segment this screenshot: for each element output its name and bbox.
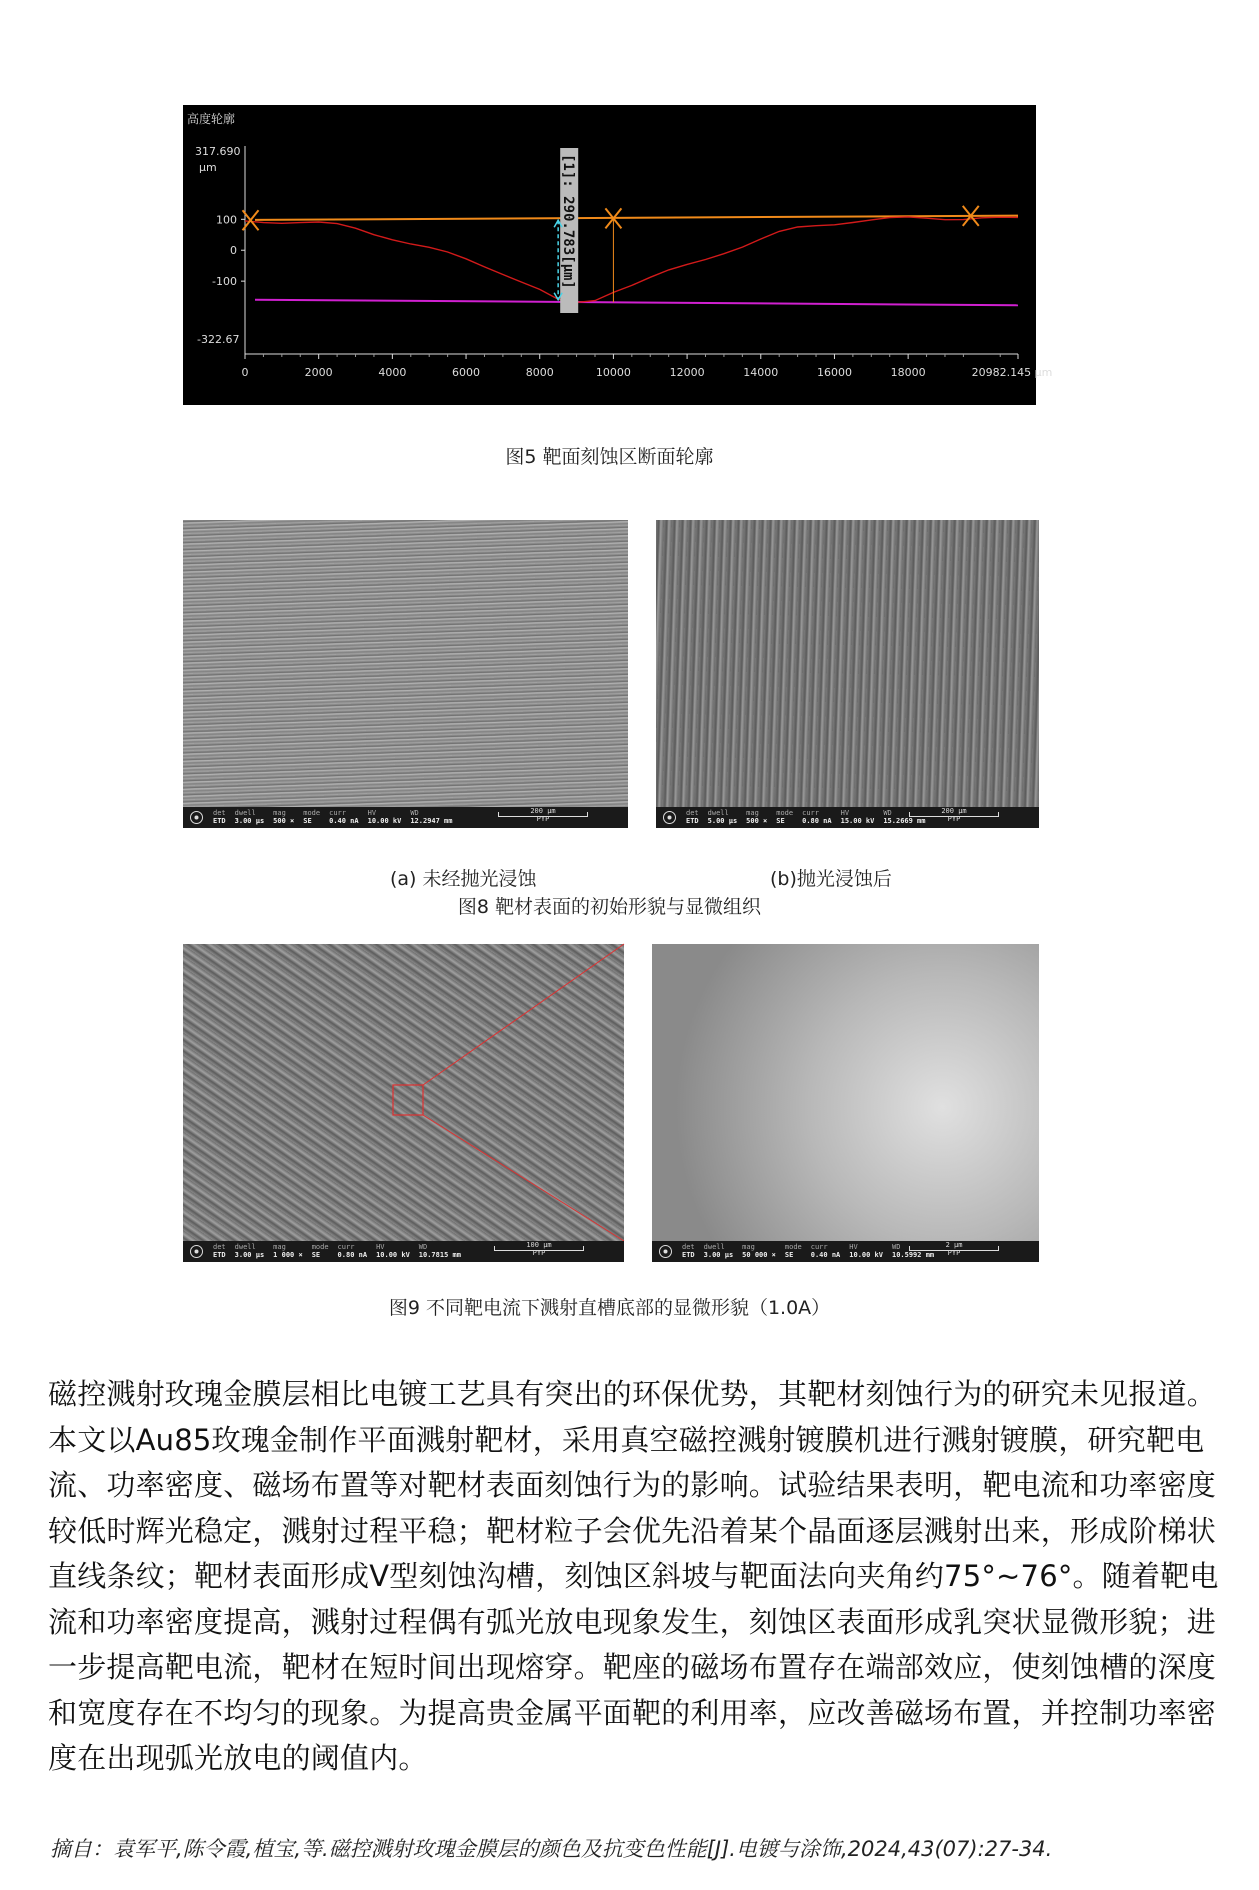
sem-field-dwell: dwell 5.00 µs bbox=[707, 809, 738, 825]
sem-field-det: det ETD bbox=[686, 809, 699, 825]
sem-field-det: det ETD bbox=[682, 1243, 695, 1259]
sem-field-curr: curr 0.80 nA bbox=[337, 1243, 368, 1259]
figure8-caption: 图8 靶材表面的初始形貌与显微组织 bbox=[457, 896, 762, 918]
sem-info-bar bbox=[652, 1241, 1039, 1262]
micrograph-texture bbox=[656, 520, 1039, 807]
measurement-label: [1]: 290.783[µm] bbox=[560, 154, 577, 289]
x-tick-label: 14000 bbox=[743, 366, 779, 379]
sem-field-mode: mode SE bbox=[776, 809, 794, 825]
x-tick-label: 18000 bbox=[890, 366, 926, 379]
scale-bar: 2 µm PYP bbox=[909, 1245, 999, 1257]
sem-field-mode: mode SE bbox=[311, 1243, 329, 1259]
sem-field-curr: curr 0.80 nA bbox=[802, 809, 832, 825]
sem-field-wd: WD 12.2947 mm bbox=[410, 809, 453, 825]
sem-field-dwell: dwell 3.00 µs bbox=[234, 809, 265, 825]
x-tick-label: 20982.145 µm bbox=[971, 366, 1053, 379]
reference-line-lower bbox=[255, 300, 1018, 306]
x-tick-label: 8000 bbox=[525, 366, 554, 379]
citation: 摘自：袁军平,陈令霞,植宝,等.磁控溅射玫瑰金膜层的颜色及抗变色性能[J].电镀与涂饰,2024,43(07):27-34. bbox=[50, 1837, 1053, 1861]
profile-chart-svg bbox=[183, 105, 1053, 405]
sem-field-hv: HV 15.00 kV bbox=[840, 809, 875, 825]
sem-image-groove-high-mag bbox=[652, 944, 1039, 1262]
x-tick-label: 10000 bbox=[595, 366, 631, 379]
sem-info-bar bbox=[183, 807, 628, 828]
sem-image-untreated bbox=[183, 520, 628, 828]
sem-image-etched bbox=[656, 520, 1039, 828]
y-unit-label: µm bbox=[199, 161, 217, 174]
x-tick-label: 4000 bbox=[378, 366, 407, 379]
sem-info-bar bbox=[183, 1241, 624, 1262]
y-tick-label: 0 bbox=[230, 244, 237, 258]
sem-field-dwell: dwell 3.00 µs bbox=[703, 1243, 734, 1259]
sem-field-mag: mag 50 000 × bbox=[742, 1243, 776, 1259]
sem-field-mode: mode SE bbox=[784, 1243, 802, 1259]
x-tick-label: 16000 bbox=[816, 366, 852, 379]
figure8-sublabel-a: (a) 未经抛光浸蚀 bbox=[390, 868, 537, 890]
sem-info-bar bbox=[656, 807, 1039, 828]
sem-field-hv: HV 10.00 kV bbox=[849, 1243, 883, 1259]
sem-field-curr: curr 0.40 nA bbox=[329, 809, 359, 825]
sem-field-det: det ETD bbox=[213, 809, 226, 825]
y-top-label: 317.690 bbox=[195, 145, 241, 158]
micrograph-texture bbox=[183, 520, 628, 807]
x-tick-label: 0 bbox=[241, 366, 249, 379]
fei-logo-icon bbox=[658, 1244, 673, 1259]
x-tick-label: 2000 bbox=[304, 366, 333, 379]
x-tick-label: 12000 bbox=[669, 366, 705, 379]
sem-field-mode: mode SE bbox=[303, 809, 321, 825]
fei-logo-icon bbox=[189, 810, 204, 825]
sem-field-wd: WD 15.2669 mm bbox=[883, 809, 926, 825]
sem-field-wd: WD 10.7815 mm bbox=[418, 1243, 461, 1259]
sem-field-wd: WD 10.5992 mm bbox=[891, 1243, 935, 1259]
micrograph-texture bbox=[652, 944, 1039, 1241]
zoom-region-overlay bbox=[183, 944, 624, 1241]
figure8-sublabel-b: (b)抛光浸蚀后 bbox=[770, 868, 892, 890]
abstract-paragraph: 磁控溅射玫瑰金膜层相比电镀工艺具有突出的环保优势，其靶材刻蚀行为的研究未见报道。本文以Au85玫瑰金制作平面溅射靶材，采用真空磁控溅射镀膜机进行溅射镀膜，研究靶电流、功率密度、磁场布置等对靶材表面刻蚀行为的影响。试验结果表明，靶电流和功率密度较低时辉光稳定，溅射过程平稳；靶材粒子会优先沿着某个晶面逐层溅射出来，形成阶梯状直线条纹；靶材表面形成V型刻蚀沟槽，刻蚀区斜坡与靶面法向夹角约75°~76°。随着靶电流和功率密度提高，溅射过程偶有弧光放电现象发生，刻蚀区表面形成乳突状显微形貌；进一步提高靶电流，靶材在短时间出现熔穿。靶座的磁场布置存在端部效应，使刻蚀槽的深度和宽度存在不均匀的现象。为提高贵金属平面靶的利用率，应改善磁场布置，并控制功率密度在出现弧光放电的阈值内。 bbox=[48, 1377, 1219, 1775]
sem-field-curr: curr 0.40 nA bbox=[810, 1243, 841, 1259]
profile-series-line bbox=[245, 217, 1018, 303]
sem-field-det: det ETD bbox=[213, 1243, 226, 1259]
y-tick-label: -100 bbox=[212, 275, 237, 289]
profile-chart bbox=[183, 105, 1053, 405]
sem-field-mag: mag 1 000 × bbox=[273, 1243, 303, 1259]
scale-bar: 100 µm PYP bbox=[494, 1245, 584, 1257]
scale-bar: 200 µm PYP bbox=[909, 811, 999, 823]
sem-field-hv: HV 10.00 kV bbox=[367, 809, 402, 825]
sem-field-mag: mag 500 × bbox=[273, 809, 295, 825]
y-tick-label: 100 bbox=[216, 213, 237, 227]
scale-bar: 200 µm PYP bbox=[498, 811, 588, 823]
sem-image-groove-low-mag bbox=[183, 944, 624, 1262]
fei-logo-icon bbox=[662, 810, 677, 825]
sem-field-hv: HV 10.00 kV bbox=[376, 1243, 410, 1259]
chart-title: 高度轮廓 bbox=[187, 112, 236, 126]
sem-field-dwell: dwell 3.00 µs bbox=[234, 1243, 265, 1259]
figure9-caption: 图9 不同靶电流下溅射直槽底部的显微形貌（1.0A） bbox=[388, 1297, 831, 1319]
x-tick-label: 6000 bbox=[452, 366, 481, 379]
fei-logo-icon bbox=[189, 1244, 204, 1259]
figure5-caption: 图5 靶面刻蚀区断面轮廓 bbox=[505, 446, 714, 468]
y-bottom-label: -322.67 bbox=[197, 333, 240, 346]
sem-field-mag: mag 500 × bbox=[746, 809, 768, 825]
